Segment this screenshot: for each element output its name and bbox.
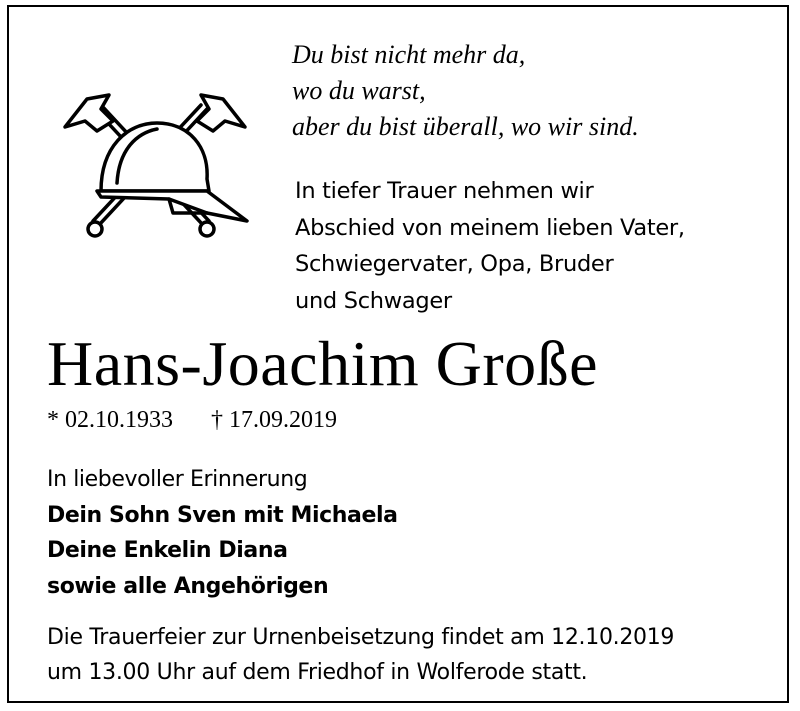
remembrance-line: In liebevoller Erinnerung <box>47 467 308 492</box>
poem-line: wo du warst, <box>292 76 426 105</box>
intro-line: Schwiegervater, Opa, Bruder <box>295 251 614 277</box>
mourner-line: Deine Enkelin Diana <box>47 538 288 563</box>
poem-line: Du bist nicht mehr da, <box>292 40 526 69</box>
intro-line: Abschied von meinem lieben Vater, <box>295 214 685 241</box>
intro-line: und Schwager <box>295 287 452 314</box>
deceased-name: Hans-Joachim Große <box>47 328 599 399</box>
intro-text <box>295 173 685 319</box>
birth-date: * 02.10.1933 <box>47 407 173 433</box>
poem-verse <box>292 37 639 145</box>
ceremony-line: um 13.00 Uhr auf dem Friedhof in Wolferode statt. <box>47 660 588 685</box>
mourners-signature <box>47 462 398 604</box>
poem-line: aber du bist überall, wo wir sind. <box>292 112 639 141</box>
ceremony-line: Die Trauerfeier zur Urnenbeisetzung findet am 12.10.2019 <box>47 625 675 650</box>
fire-brigade-helmet-crossed-axes-icon <box>57 87 253 247</box>
ceremony-info <box>47 620 674 690</box>
life-dates <box>47 404 337 436</box>
intro-line: In tiefer Trauer nehmen wir <box>295 178 594 204</box>
obituary-notice <box>7 5 789 703</box>
death-date: † 17.09.2019 <box>211 407 337 433</box>
mourner-line: Dein Sohn Sven mit Michaela <box>47 502 398 528</box>
mourner-line: sowie alle Angehörigen <box>47 573 329 599</box>
